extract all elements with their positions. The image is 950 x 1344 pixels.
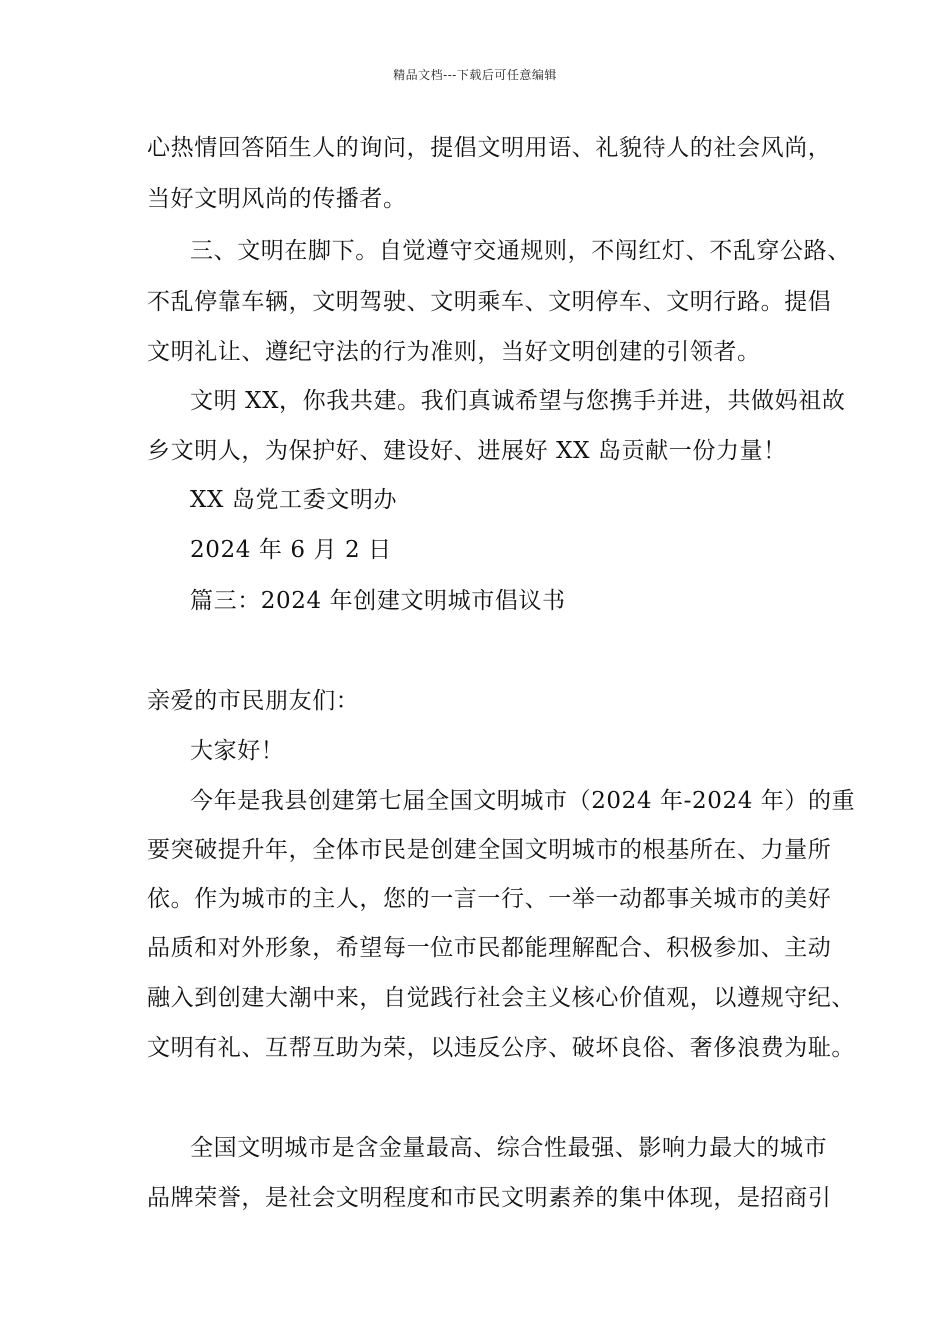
text-line: 乡文明人，为保护好、建设好、进展好 XX 岛贡献一份力量！	[147, 438, 787, 464]
text-line: 文明有礼、互帮互助为荣，以违反公序、破坏良俗、奢侈浪费为耻。	[147, 1035, 855, 1061]
text-line: 全国文明城市是含金量最高、综合性最强、影响力最大的城市	[190, 1135, 828, 1161]
section-title: 篇三：2024 年创建文明城市倡议书	[190, 588, 566, 614]
page-header: 精品文档---下载后可任意编辑	[393, 68, 557, 82]
text-line: 今年是我县创建第七届全国文明城市（2024 年-2024 年）的重	[190, 788, 856, 814]
text-line: 不乱停靠车辆，文明驾驶、文明乘车、文明停车、文明行路。提倡	[147, 289, 832, 315]
text-line: 品质和对外形象，希望每一位市民都能理解配合、积极参加、主动	[147, 935, 832, 961]
salutation: 亲爱的市民朋友们：	[147, 688, 360, 714]
greeting: 大家好！	[190, 738, 285, 764]
text-line: 当好文明风尚的传播者。	[147, 186, 407, 212]
text-line: 要突破提升年，全体市民是创建全国文明城市的根基所在、力量所	[147, 837, 832, 863]
signature-line: XX 岛党工委文明办	[190, 487, 398, 513]
text-line: 文明 XX，你我共建。我们真诚希望与您携手并进，共做妈祖故	[190, 388, 846, 414]
text-line: 融入到创建大潮中来，自觉践行社会主义核心价值观，以遵规守纪、	[147, 985, 855, 1011]
text-line: 品牌荣誉，是社会文明程度和市民文明素养的集中体现，是招商引	[147, 1185, 832, 1211]
text-line: 依。作为城市的主人，您的一言一行、一举一动都事关城市的美好	[147, 886, 832, 912]
text-line: 文明礼让、遵纪守法的行为准则，当好文明创建的引领者。	[147, 339, 761, 365]
text-line: 心热情回答陌生人的询问，提倡文明用语、礼貌待人的社会风尚，	[147, 135, 832, 161]
text-line: 三、文明在脚下。自觉遵守交通规则，不闯红灯、不乱穿公路、	[190, 238, 851, 264]
date-line: 2024 年 6 月 2 日	[190, 537, 392, 563]
